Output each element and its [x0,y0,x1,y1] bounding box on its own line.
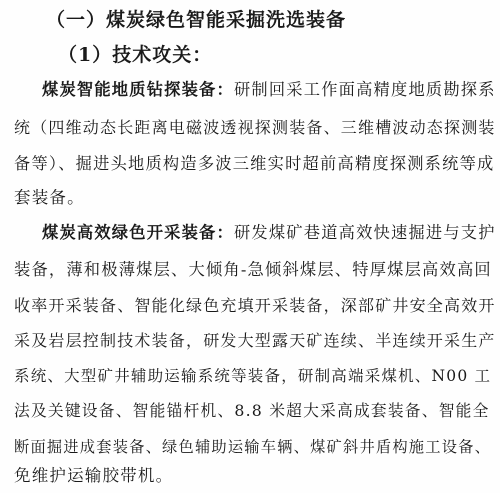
paragraph2-line-3: 收率开采装备、智能化绿色充填开采装备，深部矿井安全高效开 [14,296,496,315]
paragraph2-lead: 煤炭高效绿色开采装备： [42,223,234,242]
subsection-title: （1）技术攻关： [58,44,213,66]
paragraph2-line-7: 断面掘进成套装备、绿色辅助运输车辆、煤矿斜井盾构施工设备、 [14,438,492,456]
paragraph2-line-2: 装备，薄和极薄煤层、大倾角-急倾斜煤层、特厚煤层高效高回 [14,260,492,279]
paragraph1-line-3: 备等）、掘进头地质构造多波三维实时超前高精度探测系统等成 [14,154,495,173]
paragraph2-line-5: 系统、大型矿井辅助运输系统等装备，研制高端采煤机、N00 工 [14,367,492,385]
paragraph1-text: 研制回采工作面高精度地质勘探系 [233,80,496,99]
paragraph2-line-6: 法及关键设备、智能锚杆机、8.8 米超大采高成套装备、智能全 [14,401,490,420]
paragraph1-lead: 煤炭智能地质钻探装备： [42,80,234,99]
section-title: （一）煤炭绿色智能采掘洗选装备 [46,9,347,31]
paragraph2-line-1 [14,222,496,244]
paragraph2-line-4: 采及岩层控制技术装备，研发大型露天矿连续、半连续开采生产 [14,331,496,350]
paragraph2-text: 研发煤矿巷道高效快速掘进与支护 [233,223,496,242]
paragraph1-line-4: 套装备。 [14,188,85,207]
paragraph2-line-8: 免维护运输胶带机。 [14,466,174,485]
paragraph1-line-2: 统（四维动态长距离电磁波透视探测装备、三维槽波动态探测装 [14,118,496,137]
paragraph1-line-1 [14,79,496,101]
